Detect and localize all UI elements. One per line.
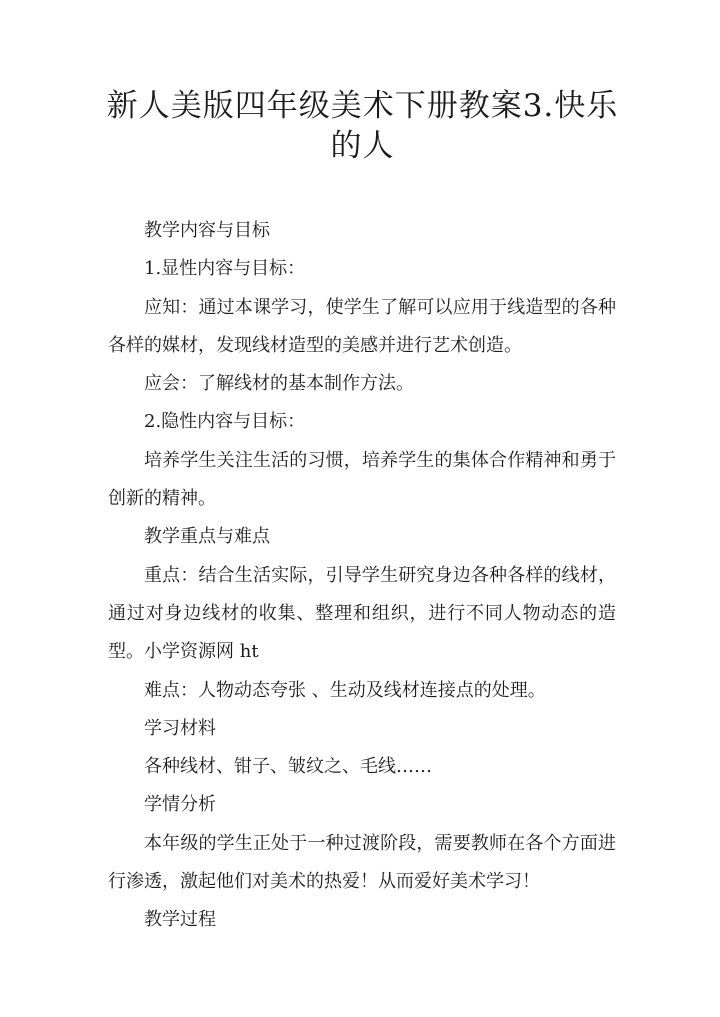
explicit-content-goals: 1.显性内容与目标： — [144, 258, 306, 280]
document-body — [108, 212, 616, 940]
skill-goal-paragraph: 应会：了解线材的基本制作方法。 — [144, 373, 414, 395]
student-analysis-paragraph: 本年级的学生正处于一种过渡阶段，需要教师在各个方面进行渗透，激起他们对美术的热爱！从而爱好美术学习！ — [108, 832, 616, 893]
know-goal-paragraph: 应知：通过本课学习，使学生了解可以应用于线造型的各种各样的媒材，发现线材造型的美感并进行艺术创造。 — [108, 296, 616, 356]
heading-student-analysis: 学情分析 — [144, 794, 216, 816]
difficult-points-paragraph: 难点：人物动态夸张 、生动及线材连接点的处理。 — [144, 679, 546, 701]
materials-list-paragraph: 各种线材、钳子、皱纹之、毛线…… — [144, 756, 432, 778]
heading-learning-materials: 学习材料 — [144, 717, 216, 739]
habit-cultivation-paragraph: 培养学生关注生活的习惯，培养学生的集体合作精神和勇于创新的精神。 — [108, 449, 616, 510]
heading-key-difficult-points: 教学重点与难点 — [144, 526, 270, 548]
document-title: 新人美版四年级美术下册教案3.快乐的人 — [106, 88, 619, 164]
key-points-paragraph: 重点：结合生活实际，引导学生研究身边各种各样的线材，通过对身边线材的收集、整理和组织，进行不同人物动态的造型。小学资源网 ht — [108, 564, 616, 663]
heading-teaching-content-goals: 教学内容与目标 — [144, 220, 270, 241]
implicit-content-goals: 2.隐性内容与目标： — [144, 411, 306, 433]
heading-teaching-process: 教学过程 — [144, 909, 216, 931]
